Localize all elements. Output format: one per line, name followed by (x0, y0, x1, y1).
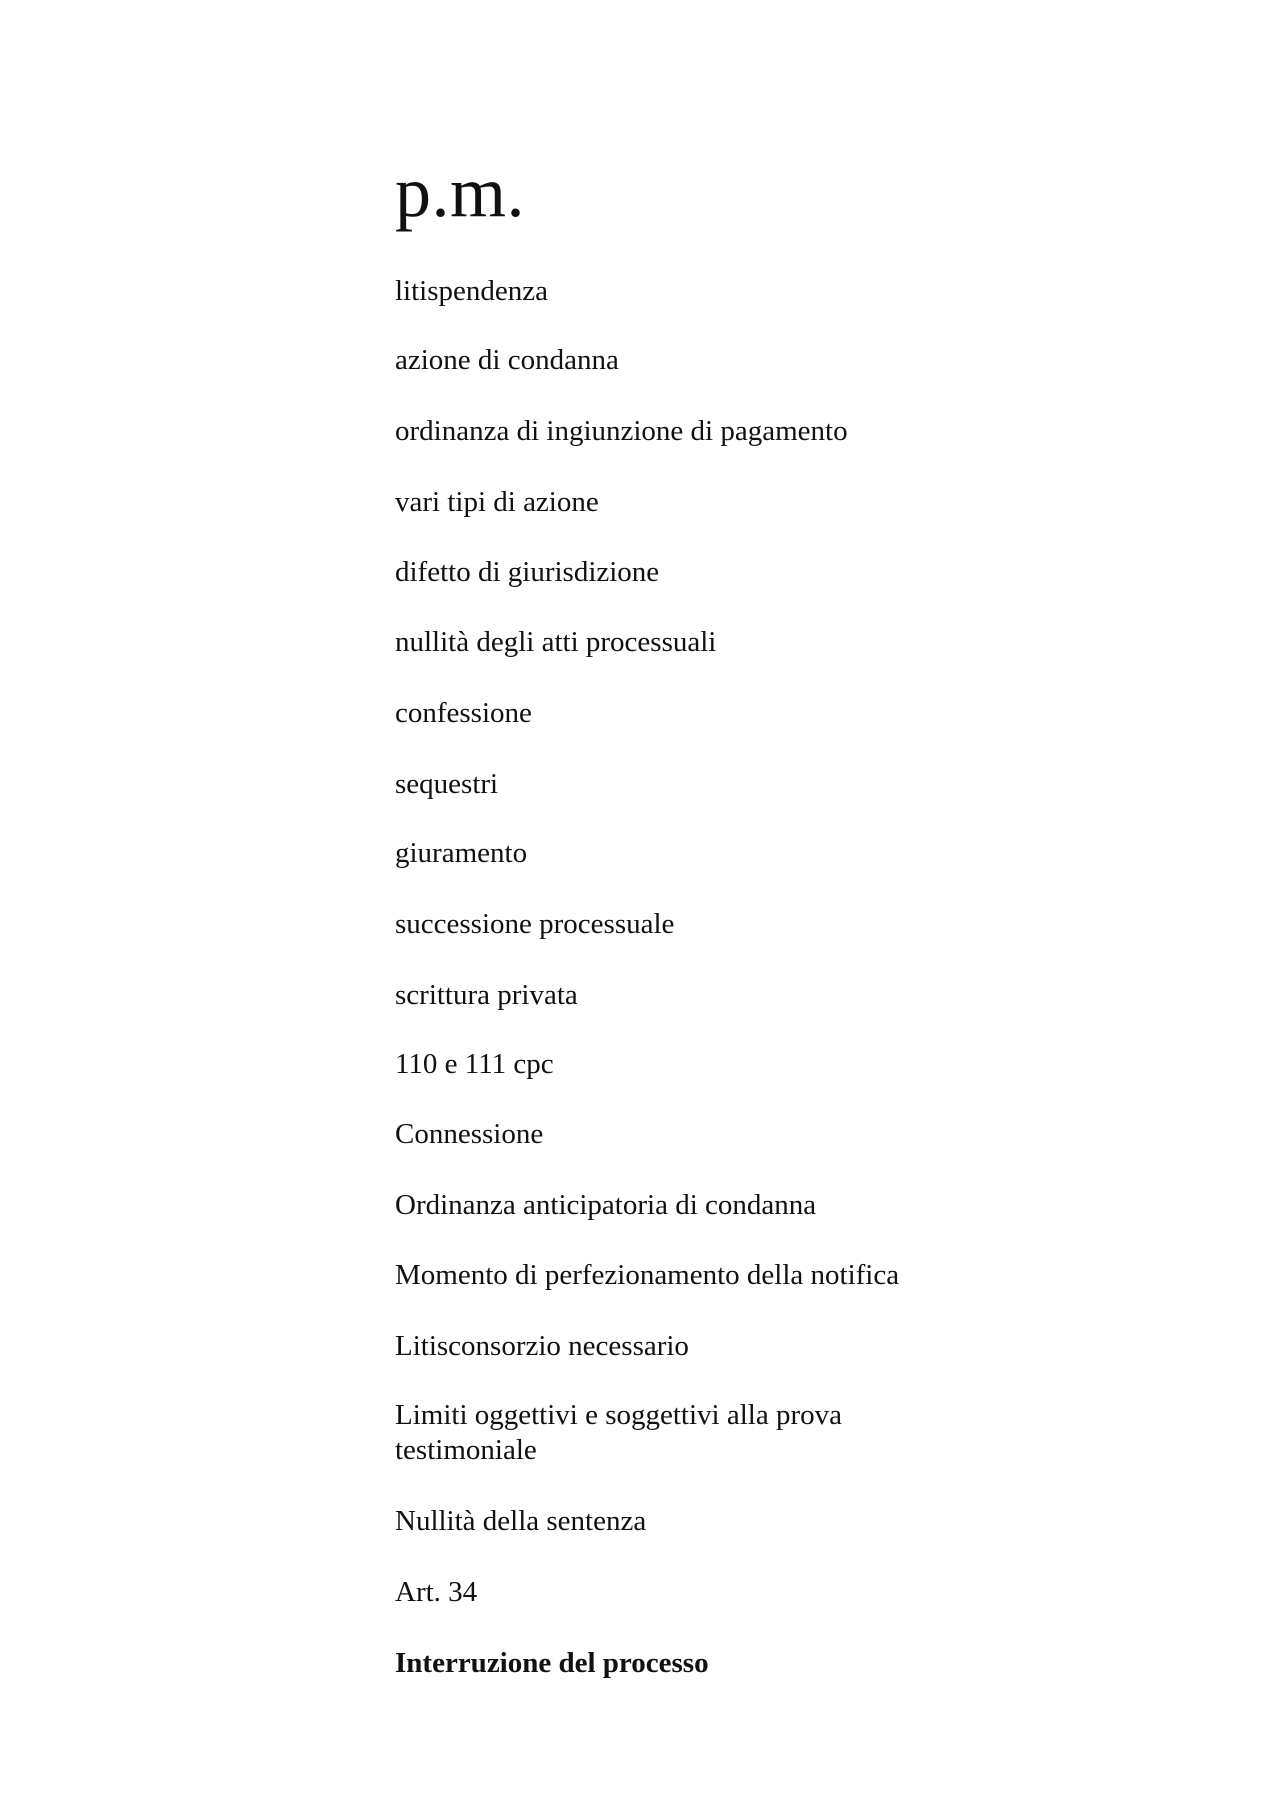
list-item: azione di condanna (395, 344, 619, 376)
list-item: nullità degli atti processuali (395, 626, 717, 658)
list-item: Connessione (395, 1118, 544, 1150)
list-item: difetto di giurisdizione (395, 556, 660, 588)
list-item: Litisconsorzio necessario (395, 1330, 689, 1362)
list-item: vari tipi di azione (395, 486, 599, 518)
page-title: p.m. (395, 152, 526, 232)
list-item-bold: Interruzione del processo (395, 1647, 709, 1679)
list-item: Ordinanza anticipatoria di condanna (395, 1189, 817, 1221)
list-item: successione processuale (395, 908, 675, 940)
list-item: ordinanza di ingiunzione di pagamento (395, 415, 848, 447)
list-item: Art. 34 (395, 1576, 478, 1608)
list-item: confessione (395, 697, 532, 729)
list-item: Limiti oggettivi e soggettivi alla prova testimoniale (395, 1399, 842, 1466)
list-item: giuramento (395, 837, 528, 869)
list-item: sequestri (395, 768, 499, 800)
list-item: Momento di perfezionamento della notifica (395, 1259, 900, 1291)
list-item: litispendenza (395, 275, 549, 307)
list-item: 110 e 111 cpc (395, 1048, 554, 1080)
list-item: Nullità della sentenza (395, 1505, 647, 1537)
list-item: scrittura privata (395, 979, 578, 1011)
